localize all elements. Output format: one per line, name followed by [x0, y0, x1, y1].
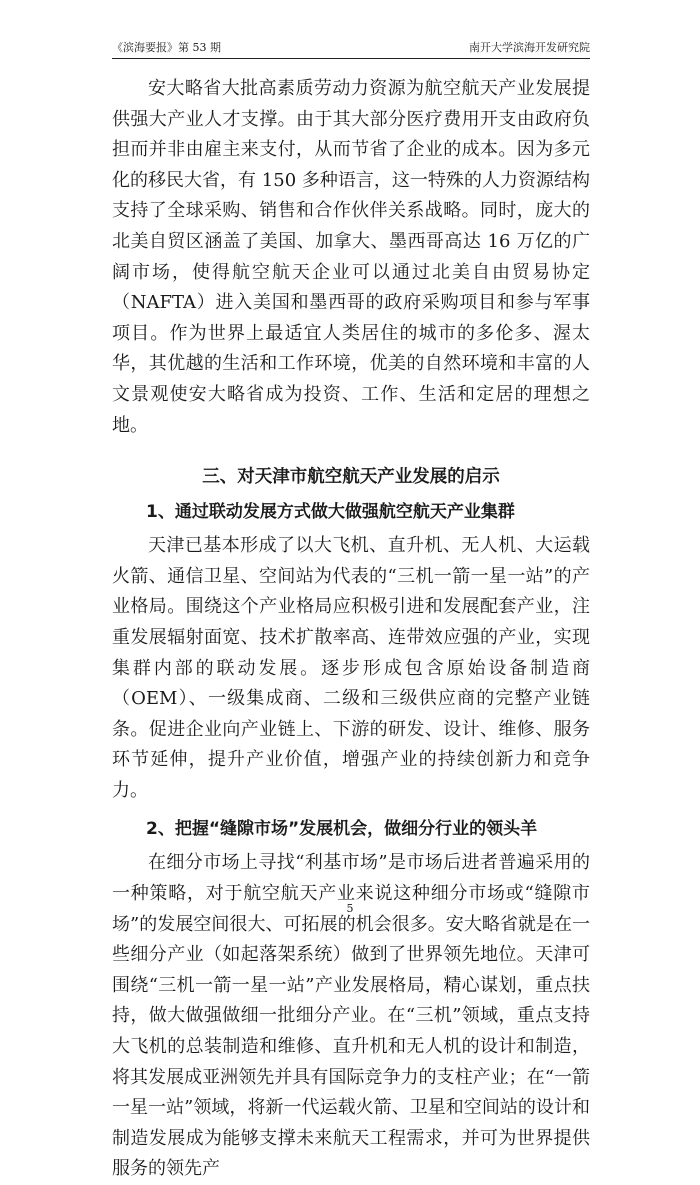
section-heading: 三、对天津市航空航天产业发展的启示	[202, 467, 500, 488]
subsection-heading-2: 2、把握“缝隙市场”发展机会，做细分行业的领头羊	[146, 819, 538, 840]
header-publication: 《滨海要报》第 53 期	[112, 41, 221, 54]
page-header	[112, 40, 590, 59]
paragraph-ontario-talent: 安大略省大批高素质劳动力资源为航空航天产业发展提供强大产业人才支撑。由于其大部分医疗费用开支由政府负担而并非由雇主来支付，从而节省了企业的成本。因为多元化的移民大省，有 150 多种语言，这一特殊的人力资源结构支持了全球采购、销售和合作伙伴关系战略。同时，庞大的北美自贸区涵盖了美国、加拿大、墨西哥高达 16 万亿的广阔市场，使得航空航天企业可以通过北美自由贸易协定（NAFTA）进入美国和墨西哥的政府采购项目和参与军事项目。作为世界上最适宜人类居住的城市的多伦多、渥太华，其优越的生活和工作环境，优美的自然环境和丰富的人文景观使安大略省成为投资、工作、生活和定居的理想之地。	[112, 78, 590, 436]
subsection-heading-1: 1、通过联动发展方式做大做强航空航天产业集群	[146, 502, 515, 523]
document-body	[112, 74, 590, 1185]
paragraph-niche-market: 在细分市场上寻找“利基市场”是市场后进者普遍采用的一种策略，对于航空航天产业来说这种细分市场或“缝隙市场”的发展空间很大、可拓展的机会很多。安大略省就是在一些细分产业（如起落架系统）做到了世界领先地位。天津可围绕“三机一箭一星一站”产业发展格局，精心谋划，重点扶持，做大做强做细一批细分产业。在“三机”领域，重点支持大飞机的总装制造和维修、直升机和无人机的设计和制造，将其发展成亚洲领先并具有国际竞争力的支柱产业；在“一箭一星一站”领域，将新一代运载火箭、卫星和空间站的设计和制造发展成为能够支撑未来航天工程需求，并可为世界提供服务的领先产	[112, 852, 590, 1180]
page-number: 5	[346, 902, 354, 915]
header-institute: 南开大学滨海开发研究院	[469, 41, 590, 54]
paragraph-industry-cluster: 天津已基本形成了以大飞机、直升机、无人机、大运载火箭、通信卫星、空间站为代表的“三机一箭一星一站”的产业格局。围绕这个产业格局应积极引进和发展配套产业，注重发展辐射面宽、技术扩散率高、连带效应强的产业，实现集群内部的联动发展。逐步形成包含原始设备制造商（OEM）、一级集成商、二级和三级供应商的完整产业链条。促进企业向产业链上、下游的研发、设计、维修、服务环节延伸，提升产业价值，增强产业的持续创新力和竞争力。	[112, 535, 590, 801]
